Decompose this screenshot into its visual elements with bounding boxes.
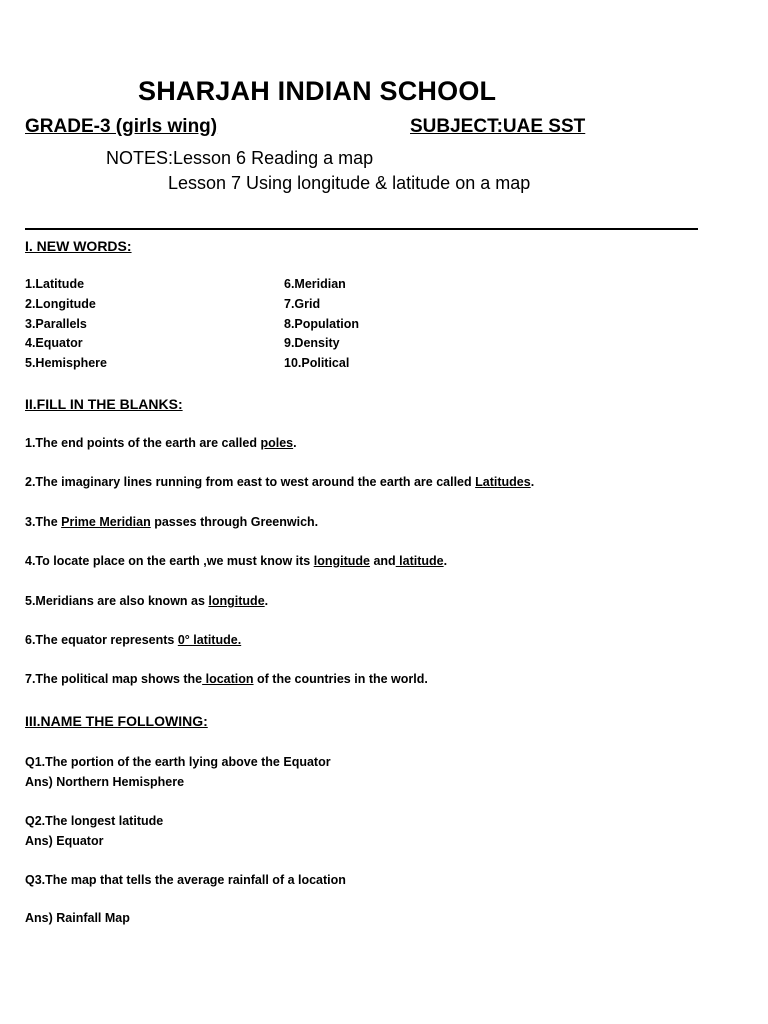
question-end: . (443, 554, 448, 568)
new-words-heading: I. NEW WORDS: (25, 238, 132, 254)
answer-text: location (202, 672, 254, 686)
blank-question-3 (25, 515, 318, 529)
word-left-5: 5.Hemisphere (25, 356, 107, 370)
question-text: 7.The political map shows the (25, 672, 203, 686)
notes-line-2: Lesson 7 Using longitude & latitude on a map (168, 173, 531, 193)
question-end: . (530, 475, 535, 489)
grade-label: GRADE-3 (girls wing) (25, 116, 218, 137)
question-end: of the countries in the world. (253, 672, 428, 686)
subject-label: SUBJECT:UAE SST (410, 116, 586, 137)
name-question-3: Q3.The map that tells the average rainfall of a location (25, 873, 346, 887)
question-text: 3.The (25, 515, 62, 529)
answer-text: longitude (208, 594, 265, 608)
question-text: 2.The imaginary lines running from east to west around the earth are called (25, 475, 476, 489)
blank-question-5 (25, 594, 268, 608)
question-text: 4.To locate place on the earth ,we must know its (25, 554, 314, 568)
answer-text: poles (260, 436, 294, 450)
name-question-1: Q1.The portion of the earth lying above the Equator (25, 755, 331, 769)
answer-text: Prime Meridian (61, 515, 151, 529)
blank-question-1 (25, 436, 297, 450)
answer-text-2: latitude (395, 554, 444, 568)
word-left-1: 1.Latitude (25, 277, 85, 291)
word-right-7: 7.Grid (284, 297, 321, 311)
word-right-6: 6.Meridian (284, 277, 346, 291)
school-title: SHARJAH INDIAN SCHOOL (138, 76, 497, 106)
word-left-4: 4.Equator (25, 336, 83, 350)
name-following-heading: III.NAME THE FOLLOWING: (25, 713, 208, 729)
name-answer-3: Ans) Rainfall Map (25, 911, 130, 925)
answer-text: longitude (313, 554, 370, 568)
fill-blanks-heading: II.FILL IN THE BLANKS: (25, 396, 183, 412)
horizontal-divider (25, 228, 698, 230)
blank-question-2 (25, 475, 534, 489)
question-end: . (264, 594, 269, 608)
word-left-3: 3.Parallels (25, 317, 87, 331)
question-text: 1.The end points of the earth are called (25, 436, 261, 450)
name-question-2: Q2.The longest latitude (25, 814, 164, 828)
question-mid: and (369, 554, 396, 568)
answer-text: Latitudes (475, 475, 531, 489)
notes-line-1: NOTES:Lesson 6 Reading a map (106, 148, 374, 168)
word-right-9: 9.Density (284, 336, 340, 350)
question-text: 5.Meridians are also known as (25, 594, 209, 608)
name-answer-2: Ans) Equator (25, 834, 104, 848)
word-right-8: 8.Population (284, 317, 359, 331)
blank-question-6 (25, 633, 241, 647)
question-text: 6.The equator represents (25, 633, 178, 647)
name-answer-1: Ans) Northern Hemisphere (25, 775, 185, 789)
blank-question-7 (25, 672, 428, 686)
word-right-10: 10.Political (284, 356, 350, 370)
question-end: passes through Greenwich. (150, 515, 319, 529)
word-left-2: 2.Longitude (25, 297, 96, 311)
blank-question-4 (25, 554, 447, 568)
answer-text: 0° latitude. (177, 633, 242, 647)
question-end: . (293, 436, 297, 450)
